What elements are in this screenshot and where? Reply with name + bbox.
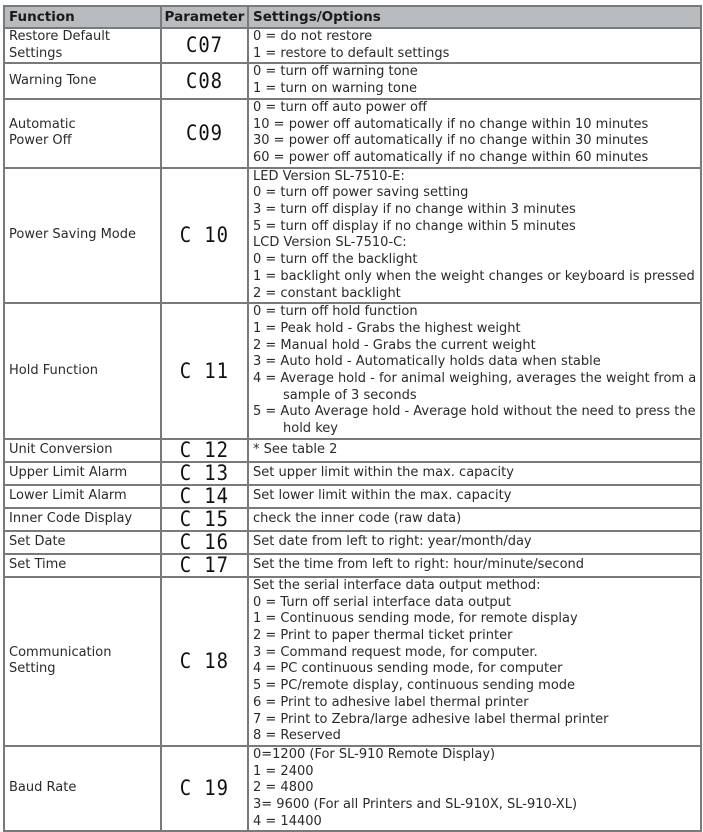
table-row bbox=[4, 508, 701, 531]
table-body bbox=[4, 28, 701, 831]
parameter-cell bbox=[161, 577, 248, 746]
function-label: Power Saving Mode bbox=[9, 227, 137, 243]
settings-cell bbox=[248, 508, 701, 531]
function-label: Set Date bbox=[9, 534, 66, 550]
option-line: Set upper limit within the max. capacity bbox=[253, 465, 514, 481]
option-line: Set lower limit within the max. capacity bbox=[253, 488, 512, 504]
table-row bbox=[4, 303, 701, 439]
option-line: 0 = turn off warning tone bbox=[253, 64, 418, 80]
option-line: 5 = PC/remote display, continuous sending mode bbox=[253, 678, 576, 694]
settings-cell bbox=[248, 168, 701, 304]
function-label: Restore Default bbox=[9, 29, 110, 45]
table-row bbox=[4, 99, 701, 168]
table-row bbox=[4, 531, 701, 554]
table-row bbox=[4, 554, 701, 577]
option-line: 1 = restore to default settings bbox=[253, 45, 450, 61]
option-line: LED Version SL-7510-E: bbox=[253, 168, 405, 184]
option-line: 8 = Reserved bbox=[253, 728, 341, 744]
table-row bbox=[4, 168, 701, 304]
header-parameter: Parameter bbox=[161, 6, 248, 28]
parameter-cell bbox=[161, 746, 248, 832]
option-line: 0=1200 (For SL-910 Remote Display) bbox=[253, 746, 496, 762]
option-line: 5 = turn off display if no change within 5 minutes bbox=[253, 218, 576, 234]
function-cell bbox=[4, 746, 161, 832]
parameter-code: C 16 bbox=[179, 529, 230, 554]
option-line: Set date from left to right: year/month/day bbox=[253, 534, 532, 550]
option-line: 2 = Manual hold - Grabs the current weight bbox=[253, 337, 536, 353]
option-line: 4 = Average hold - for animal weighing, averages the weight from a bbox=[253, 371, 697, 387]
settings-cell bbox=[248, 531, 701, 554]
option-line: 1 = turn on warning tone bbox=[253, 81, 418, 97]
parameter-code: C 14 bbox=[179, 483, 230, 508]
parameter-cell bbox=[161, 303, 248, 439]
settings-cell bbox=[248, 462, 701, 485]
settings-cell bbox=[248, 577, 701, 746]
option-line: 60 = power off automatically if no change within 60 minutes bbox=[253, 149, 649, 165]
function-cell bbox=[4, 303, 161, 439]
parameter-code: C08 bbox=[186, 68, 223, 93]
parameter-code: C 11 bbox=[179, 358, 230, 383]
option-line: Set the time from left to right: hour/minute/second bbox=[253, 557, 585, 573]
parameter-cell bbox=[161, 554, 248, 577]
parameter-cell bbox=[161, 439, 248, 462]
parameter-cell bbox=[161, 462, 248, 485]
function-cell bbox=[4, 531, 161, 554]
option-line: 1 = backlight only when the weight changes or keyboard is pressed bbox=[253, 268, 695, 284]
function-cell bbox=[4, 439, 161, 462]
option-line: 0 = turn off auto power off bbox=[253, 99, 427, 115]
parameter-code: C09 bbox=[186, 120, 223, 145]
parameter-code: C 19 bbox=[179, 776, 230, 801]
option-line: Set the serial interface data output method: bbox=[253, 577, 541, 593]
function-label: Inner Code Display bbox=[9, 511, 133, 527]
parameter-cell bbox=[161, 508, 248, 531]
option-line: hold key bbox=[283, 421, 338, 437]
settings-cell bbox=[248, 99, 701, 168]
parameter-cell bbox=[161, 63, 248, 98]
parameter-cell bbox=[161, 485, 248, 508]
option-line: 2 = 4800 bbox=[253, 780, 314, 796]
option-line: * See table 2 bbox=[253, 442, 338, 458]
function-cell bbox=[4, 485, 161, 508]
parameter-cell bbox=[161, 28, 248, 63]
table-header-row bbox=[4, 6, 701, 28]
function-cell bbox=[4, 462, 161, 485]
option-line: 0 = Turn off serial interface data output bbox=[253, 594, 512, 610]
parameter-code: C 12 bbox=[179, 437, 230, 462]
option-line: check the inner code (raw data) bbox=[253, 511, 462, 527]
option-line: 3 = Command request mode, for computer. bbox=[253, 644, 538, 660]
function-cell bbox=[4, 63, 161, 98]
function-label: Communication bbox=[9, 644, 112, 660]
table-row bbox=[4, 577, 701, 746]
function-label: Upper Limit Alarm bbox=[9, 465, 128, 481]
option-line: 7 = Print to Zebra/large adhesive label thermal printer bbox=[253, 711, 609, 727]
option-line: 5 = Auto Average hold - Average hold without the need to press the bbox=[253, 404, 696, 420]
settings-table bbox=[3, 5, 702, 832]
option-line: sample of 3 seconds bbox=[283, 387, 417, 403]
function-label: Hold Function bbox=[9, 362, 99, 378]
parameter-cell bbox=[161, 531, 248, 554]
function-label: Settings bbox=[9, 45, 63, 61]
function-label: Unit Conversion bbox=[9, 442, 113, 458]
function-label: Power Off bbox=[9, 133, 72, 149]
function-label: Setting bbox=[9, 661, 56, 677]
option-line: 10 = power off automatically if no change within 10 minutes bbox=[253, 116, 649, 132]
option-line: LCD Version SL-7510-C: bbox=[253, 235, 407, 251]
header-function: Function bbox=[4, 6, 161, 28]
option-line: 0 = do not restore bbox=[253, 29, 373, 44]
function-cell bbox=[4, 99, 161, 168]
option-line: 1 = Continuous sending mode, for remote display bbox=[253, 611, 578, 627]
function-label: Set Time bbox=[9, 557, 67, 573]
table-row bbox=[4, 462, 701, 485]
function-label: Automatic bbox=[9, 116, 76, 132]
function-label: Baud Rate bbox=[9, 780, 77, 796]
table-row bbox=[4, 439, 701, 462]
settings-cell bbox=[248, 63, 701, 98]
table-row bbox=[4, 485, 701, 508]
settings-cell bbox=[248, 439, 701, 462]
option-line: 0 = turn off the backlight bbox=[253, 252, 418, 268]
option-line: 4 = PC continuous sending mode, for computer bbox=[253, 661, 563, 677]
parameter-code: C 18 bbox=[179, 648, 230, 673]
parameter-code: C 17 bbox=[179, 552, 230, 577]
option-line: 0 = turn off power saving setting bbox=[253, 185, 469, 201]
parameter-code: C 13 bbox=[179, 460, 230, 485]
option-line: 0 = turn off hold function bbox=[253, 304, 418, 320]
option-line: 1 = 2400 bbox=[253, 763, 314, 779]
option-line: 3= 9600 (For all Printers and SL-910X, SL-910-XL) bbox=[253, 797, 578, 813]
option-line: 3 = turn off display if no change within 3 minutes bbox=[253, 202, 576, 218]
function-cell bbox=[4, 28, 161, 63]
parameter-code: C 15 bbox=[179, 506, 230, 531]
option-line: 2 = Print to paper thermal ticket printer bbox=[253, 627, 513, 643]
option-line: 30 = power off automatically if no change within 30 minutes bbox=[253, 133, 649, 149]
parameter-code: C 10 bbox=[179, 222, 230, 247]
parameter-code: C07 bbox=[186, 33, 223, 58]
settings-cell bbox=[248, 554, 701, 577]
settings-cell bbox=[248, 28, 701, 63]
function-label: Lower Limit Alarm bbox=[9, 488, 127, 504]
settings-cell bbox=[248, 485, 701, 508]
function-label: Warning Tone bbox=[9, 72, 97, 88]
table-row bbox=[4, 28, 701, 63]
parameter-cell bbox=[161, 168, 248, 304]
function-cell bbox=[4, 577, 161, 746]
settings-cell bbox=[248, 746, 701, 832]
settings-cell bbox=[248, 303, 701, 439]
option-line: 2 = constant backlight bbox=[253, 285, 401, 301]
function-cell bbox=[4, 168, 161, 304]
option-line: 4 = 14400 bbox=[253, 813, 322, 829]
option-line: 3 = Auto hold - Automatically holds data when stable bbox=[253, 354, 601, 370]
header-settings: Settings/Options bbox=[248, 6, 701, 28]
parameter-cell bbox=[161, 99, 248, 168]
function-cell bbox=[4, 508, 161, 531]
table-row bbox=[4, 63, 701, 98]
option-line: 6 = Print to adhesive label thermal printer bbox=[253, 694, 529, 710]
option-line: 1 = Peak hold - Grabs the highest weight bbox=[253, 320, 521, 336]
table-row bbox=[4, 746, 701, 832]
function-cell bbox=[4, 554, 161, 577]
